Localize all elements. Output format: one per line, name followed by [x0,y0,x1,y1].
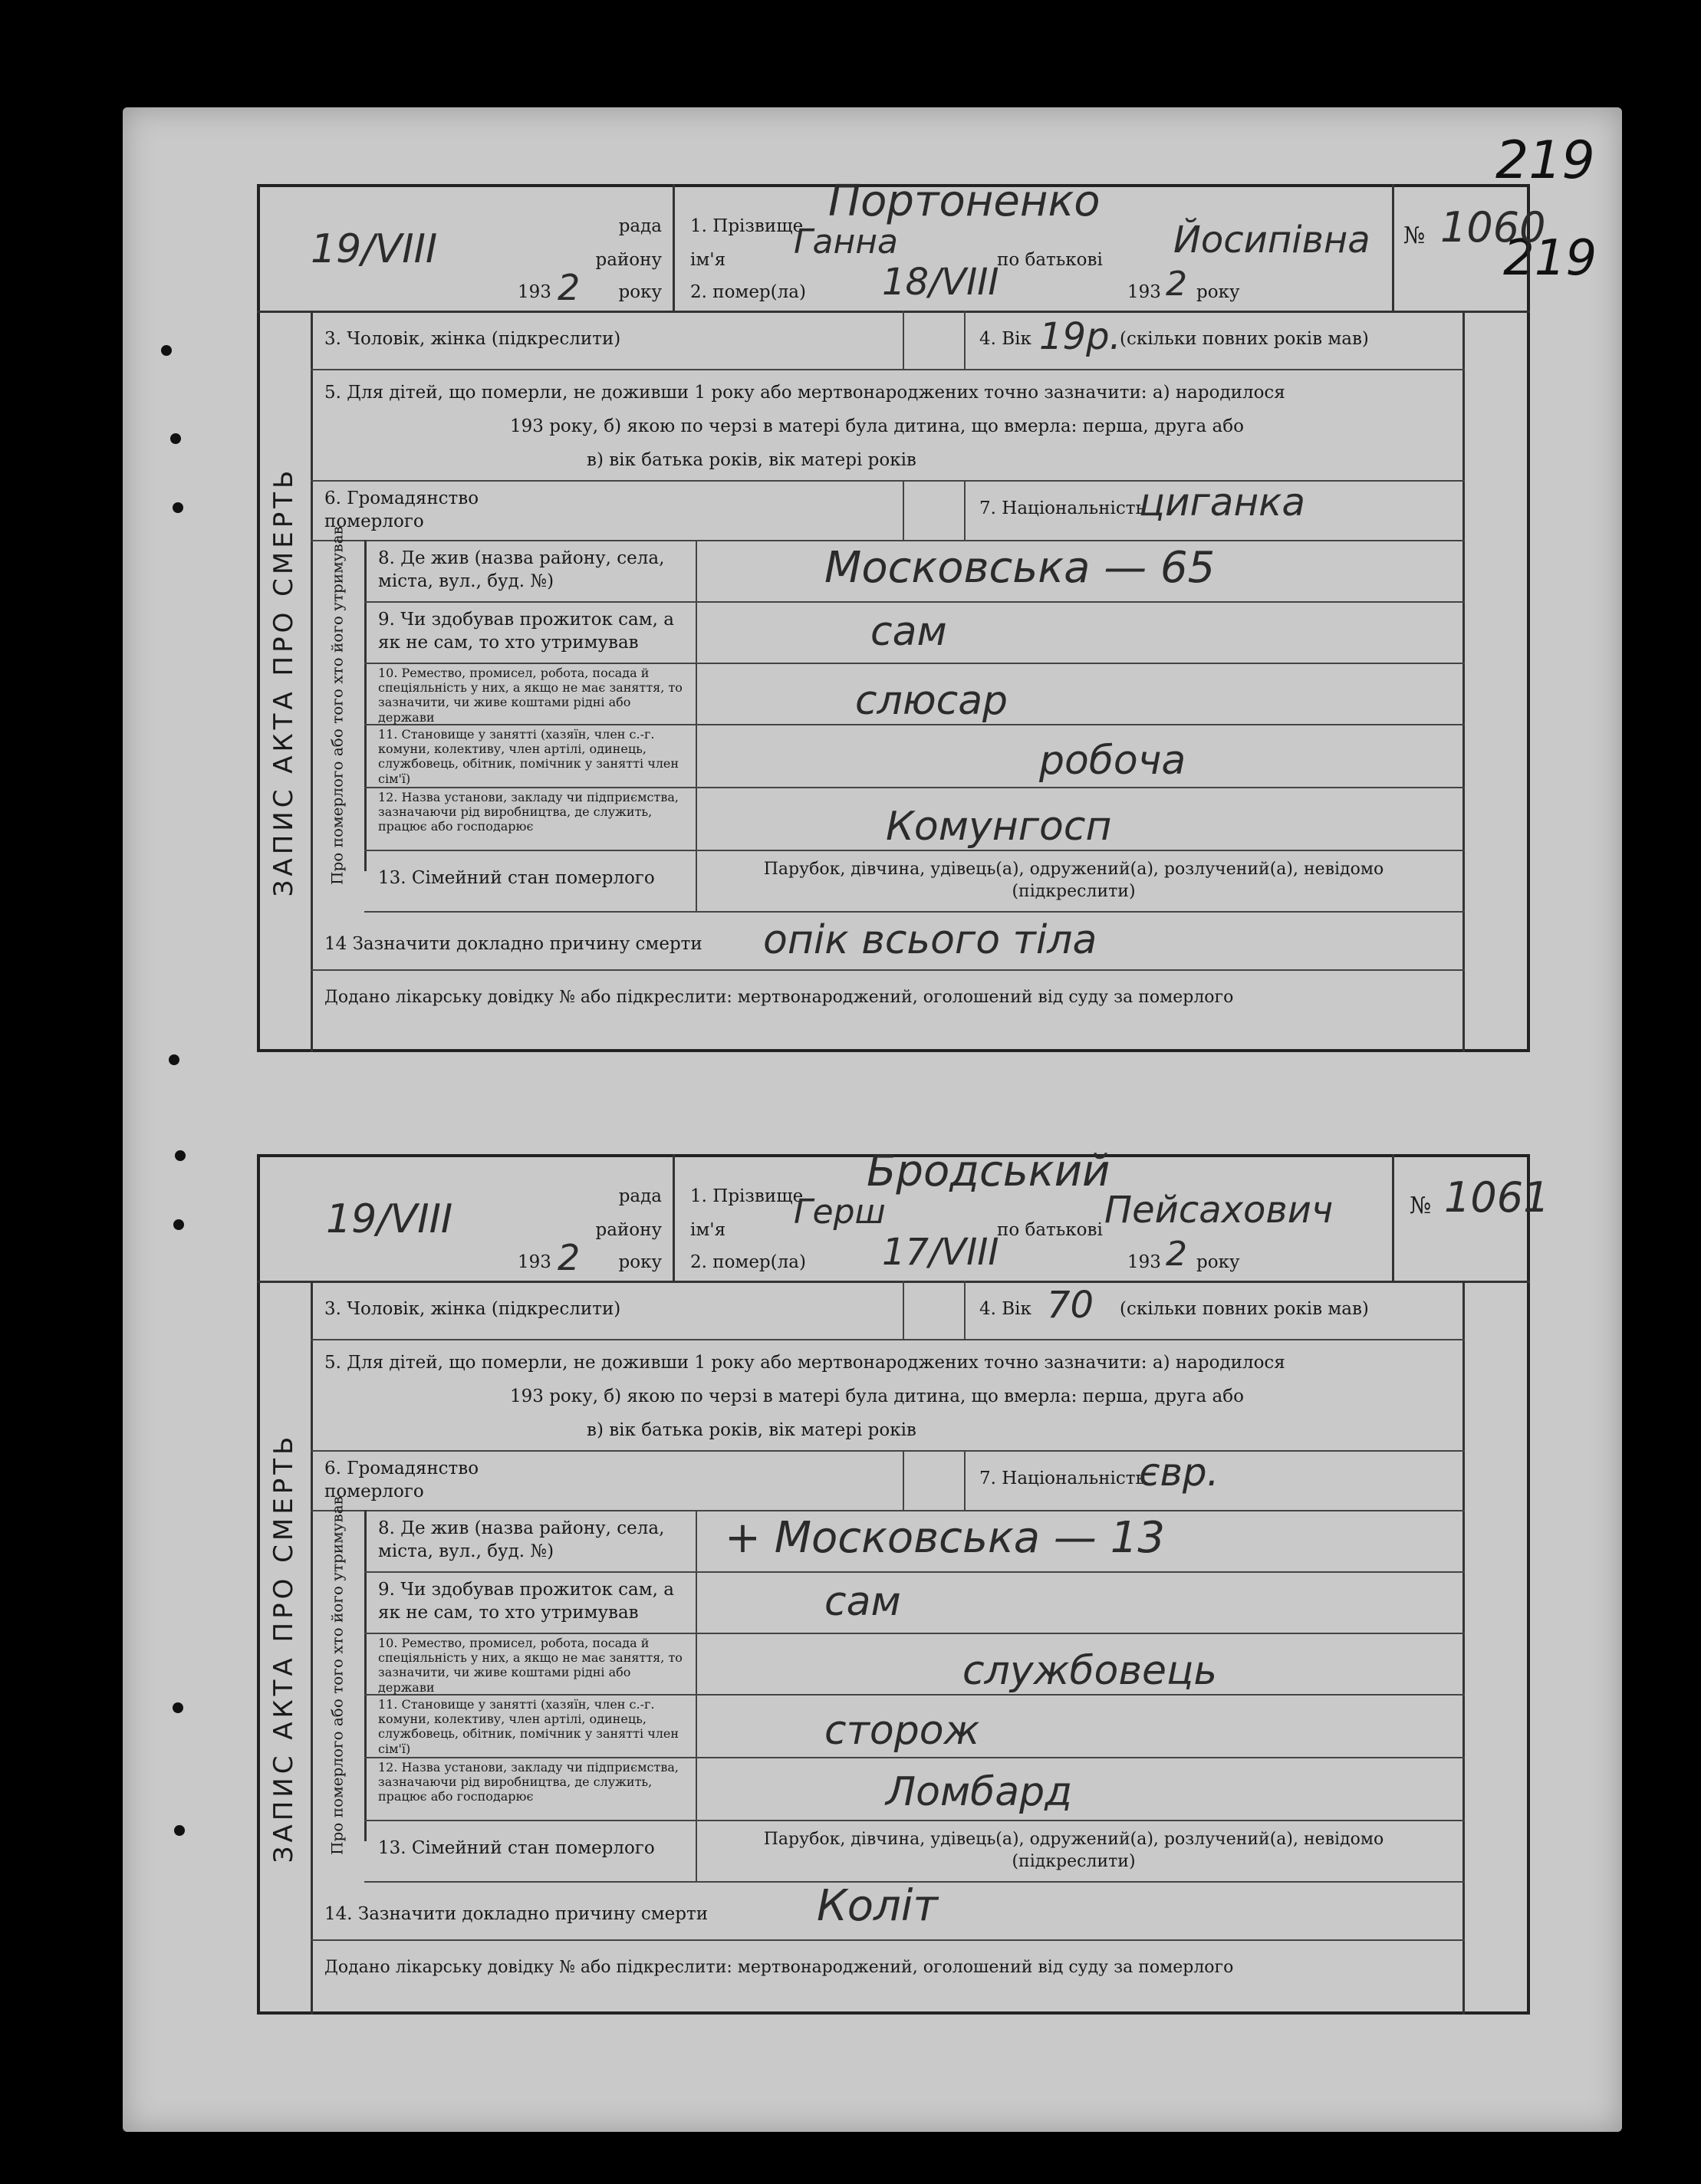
first-name-label: ім'я [690,250,726,270]
footer-text: Додано лікарську довідку № або підкреслити: мертвонароджений, оголошений від суду за померлого [324,988,1234,1007]
death-date-value: 18/VIII [882,261,999,304]
row-sex-age [311,311,1465,370]
death-date-label: 2. помер(ла) [690,1252,806,1272]
death-year-value: 2 [1166,1235,1187,1274]
rayon-label: району [595,250,662,270]
registration-year: 2 [558,267,581,308]
death-year-value: 2 [1166,265,1187,304]
address-label: 8. Де жив (назва району, села, міста, вул., буд. №) [378,548,665,591]
row-cause [311,911,1465,971]
cause-value: Коліт [817,1881,938,1931]
age-suffix: (скільки повних років мав) [1120,1299,1369,1319]
death-record-1061 [257,1146,1550,2015]
row-citizenship [311,1450,1465,1511]
surname-label: 1. Прізвище [690,1186,804,1206]
death-year-prefix: 193 [1127,1252,1161,1272]
death-date-label: 2. помер(ла) [690,282,806,302]
subject-strip [311,1496,367,1855]
record-number-value: 1060 [1440,203,1546,252]
livelihood-value: сам [824,1579,901,1625]
sex-label: 3. Чоловік, жінка (підкреслити) [324,1299,621,1319]
occupation-label: 10. Ремество, промисел, робота, посада й спеціяльність у них, а якщо не має заняття, то зазначити, чи живе коштами рідні або держави [378,1636,683,1695]
row-position [364,1694,1465,1758]
livelihood-label: 9. Чи здобував прожиток сам, а як не сам, то хто утримував [378,1580,674,1623]
address-value: Московська — 65 [824,543,1216,593]
age-value: 19р. [1039,315,1121,358]
record-number-value: 1061 [1444,1173,1550,1222]
patronymic-value: Пейсахович [1104,1189,1334,1232]
first-name-value: Ганна [794,222,898,261]
first-name-value: Герш [794,1192,886,1232]
row-occupation [364,663,1465,725]
roku-label: року [618,282,662,302]
nationality-value: циганка [1139,480,1305,525]
cause-label: 14 Зазначити докладно причину смерти [324,934,702,954]
cause-value: опік всього тіла [763,917,1097,963]
death-date-value: 17/VIII [882,1231,999,1274]
row-workplace [364,787,1465,851]
death-year-prefix: 193 [1127,282,1161,302]
binding-hole [175,1150,186,1161]
surname-label: 1. Прізвище [690,216,804,236]
address-label: 8. Де жив (назва району, села, міста, вул., буд. №) [378,1518,665,1561]
rada-label: рада [618,1186,662,1206]
row-address [364,540,1465,603]
identity-block [675,176,1388,311]
age-value: 70 [1047,1284,1094,1327]
position-label: 11. Становище у занятті (хазяїн, член с.-г. комуни, колективу, член артілі, одинець, службовець, обітник, помічник у занятті член сім'ї) [378,1697,679,1756]
infant-line-1: 5. Для дітей, що померли, не доживши 1 року або мертвонароджених точно зазначити: а) народилося [324,383,1285,403]
row-infant [311,1339,1465,1452]
row-workplace [364,1757,1465,1821]
infant-line-2: 193 року, б) якою по черзі в матері була дитина, що вмерла: перша, друга або [510,1386,1244,1406]
identity-block [675,1146,1388,1281]
footer-text: Додано лікарську довідку № або підкреслити: мертвонароджений, оголошений від суду за померлого [324,1958,1234,1977]
citizenship-label: 6. Громадянство померлого [324,488,479,531]
row-footer [311,1939,1465,1993]
surname-value: Бродський [867,1146,1110,1196]
record-type-label: ЗАПИС АКТА ПРО СМЕРТЬ [268,466,299,896]
rada-label: рада [618,216,662,236]
binding-hole [173,502,183,513]
registration-block [257,184,675,311]
record-number-label: № [1410,1192,1432,1219]
binding-hole [169,1054,179,1065]
record-header [257,176,1546,313]
marital-options: Парубок, дівчина, удівець(а), одружений(а), розлучений(а), невідомо (підкреслити) [763,1830,1384,1871]
marital-label: 13. Сімейний стан померлого [378,868,655,888]
row-marital [364,850,1465,913]
nationality-label: 7. Національність [979,1469,1146,1488]
occupation-label: 10. Ремество, промисел, робота, посада й спеціяльність у них, а якщо не має заняття, то зазначити, чи живе коштами рідні або держави [378,666,683,725]
year-prefix: 193 [518,282,551,302]
row-sex-age [311,1281,1465,1340]
row-occupation [364,1633,1465,1696]
nationality-label: 7. Національність [979,498,1146,518]
position-value: робоча [1039,738,1186,784]
record-header [257,1146,1550,1283]
citizenship-label: 6. Громадянство померлого [324,1459,479,1502]
page-number-secondary: 219 [1503,230,1597,287]
nationality-value: євр. [1139,1450,1219,1495]
right-gutter [1462,1281,1530,2015]
death-record-1060 [257,176,1546,1052]
death-roku-label: року [1196,282,1240,302]
marital-label: 13. Сімейний стан померлого [378,1838,655,1858]
patronymic-label: по батькові [997,1220,1103,1240]
surname-value: Портоненко [828,176,1101,226]
registration-year: 2 [558,1237,581,1278]
right-gutter [1462,311,1530,1052]
patronymic-value: Йосипівна [1173,219,1370,261]
binding-hole [173,1702,183,1713]
record-number-block [1392,1154,1550,1281]
row-footer [311,969,1465,1023]
year-prefix: 193 [518,1252,551,1272]
infant-line-1: 5. Для дітей, що померли, не доживши 1 року або мертвонароджених точно зазначити: а) народилося [324,1353,1285,1373]
death-roku-label: року [1196,1252,1240,1272]
row-address [364,1510,1465,1573]
workplace-value: Ломбард [886,1769,1073,1815]
row-marital [364,1820,1465,1883]
record-type-label: ЗАПИС АКТА ПРО СМЕРТЬ [268,1432,299,1863]
infant-line-3: в) вік батька років, вік матері років [587,450,916,470]
subject-label: Про померлого або того хто його утримував [327,526,347,885]
record-number-block [1392,184,1546,311]
position-value: сторож [824,1708,980,1754]
patronymic-label: по батькові [997,250,1103,270]
workplace-label: 12. Назва установи, закладу чи підприємства, зазначаючи рід виробництва, де служить, працює або господарює [378,790,679,834]
page-number: 219 [1495,130,1595,191]
side-strip [257,1281,313,2015]
row-livelihood [364,1571,1465,1634]
age-label: 4. Вік [979,1299,1031,1319]
binding-hole [170,433,181,444]
roku-label: року [618,1252,662,1272]
address-value: + Московська — 13 [725,1513,1165,1563]
subject-label: Про померлого або того хто його утримував [327,1496,347,1855]
rayon-label: району [595,1220,662,1240]
livelihood-label: 9. Чи здобував прожиток сам, а як не сам, то хто утримував [378,610,674,653]
infant-line-3: в) вік батька років, вік матері років [587,1420,916,1440]
sex-label: 3. Чоловік, жінка (підкреслити) [324,329,621,349]
cause-label: 14. Зазначити докладно причину смерти [324,1904,709,1924]
workplace-value: Комунгосп [886,804,1112,850]
subject-strip [311,526,367,885]
position-label: 11. Становище у занятті (хазяїн, член с.-г. комуни, колективу, член артілі, одинець, службовець, обітник, помічник у занятті член сім'ї) [378,727,679,786]
record-number-label: № [1403,222,1426,249]
row-livelihood [364,601,1465,664]
row-infant [311,369,1465,482]
marital-options: Парубок, дівчина, удівець(а), одружений(а), розлучений(а), невідомо (підкреслити) [763,860,1384,901]
binding-hole [161,345,172,356]
occupation-value: службовець [962,1648,1218,1694]
age-label: 4. Вік [979,329,1031,349]
side-strip [257,311,313,1052]
registration-block [257,1154,675,1281]
occupation-value: слюсар [855,678,1008,724]
first-name-label: ім'я [690,1220,726,1240]
row-citizenship [311,480,1465,541]
binding-hole [174,1825,185,1836]
binding-hole [173,1219,184,1230]
infant-line-2: 193 року, б) якою по черзі в матері була дитина, що вмерла: перша, друга або [510,416,1244,436]
age-suffix: (скільки повних років мав) [1120,329,1369,349]
registration-date: 19/VIII [326,1196,453,1242]
row-cause [311,1881,1465,1941]
workplace-label: 12. Назва установи, закладу чи підприємства, зазначаючи рід виробництва, де служить, працює або господарює [378,1760,679,1804]
registration-date: 19/VIII [311,226,438,272]
livelihood-value: сам [870,609,947,655]
row-position [364,724,1465,788]
